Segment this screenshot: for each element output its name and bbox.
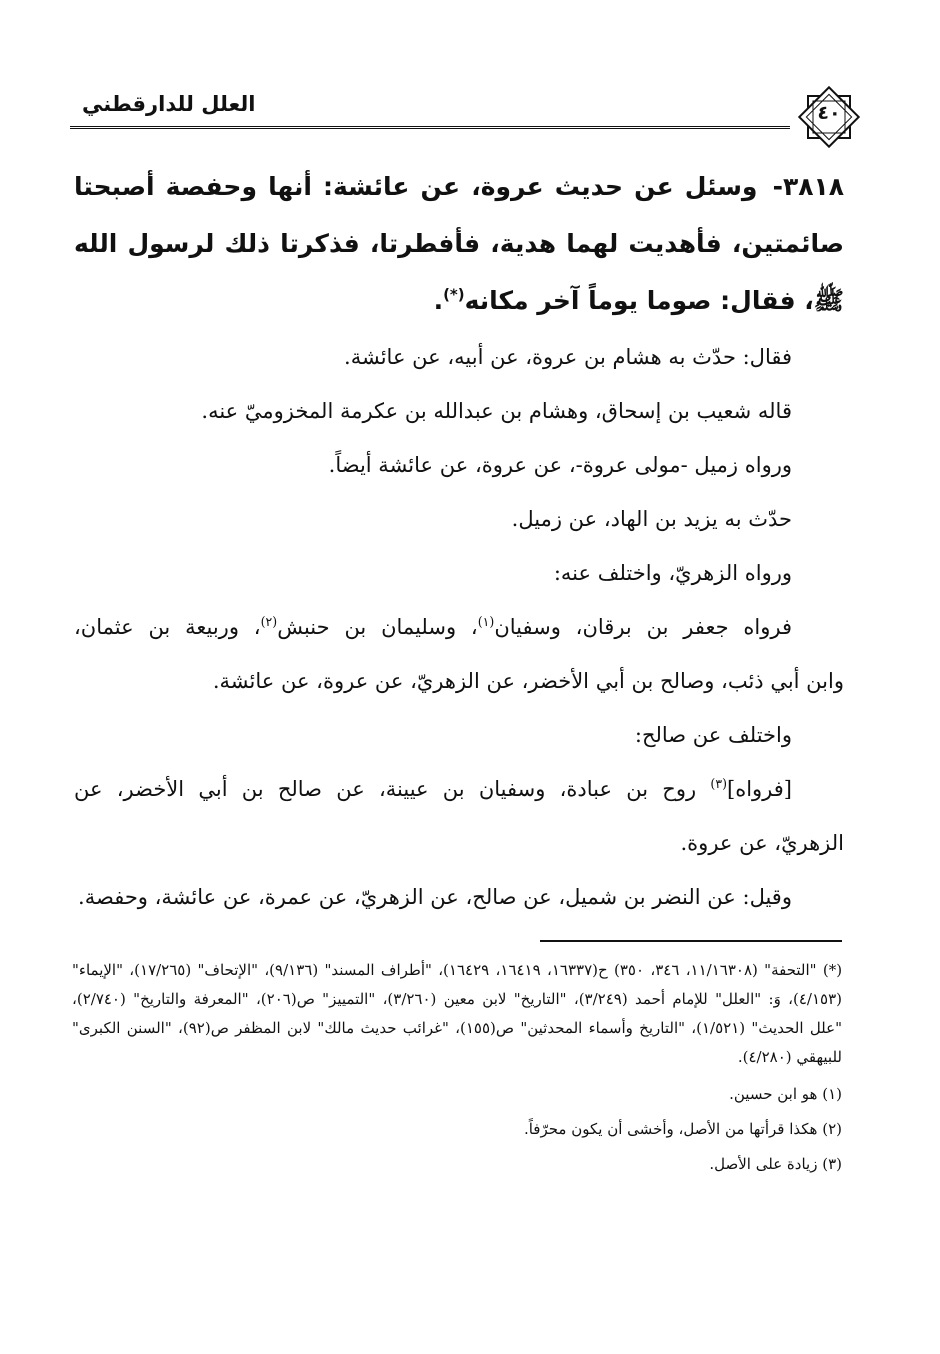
text-line: وابن أبي ذئب، وصالح بن أبي الأخضر، عن الزهريّ، عن عروة، عن عائشة. [212, 669, 844, 693]
footnote-marker-1: (١) [477, 614, 495, 629]
footnote-marker-star: (*) [443, 285, 465, 304]
footnote-marker-2: (٢) [260, 614, 278, 629]
text-line: فقال: حدّث به هشام بن عروة، عن أبيه، عن عائشة. [344, 345, 792, 369]
footnotes [72, 956, 842, 1179]
text-line [74, 766, 844, 820]
body-text [74, 334, 844, 928]
text-line: ورواه زميل -مولى عروة-، عن عروة، عن عائشة أيضاً. [328, 453, 792, 477]
book-title: العلل للدارقطني [82, 92, 256, 116]
text-line: ورواه الزهريّ، واختلف عنه: [553, 561, 792, 585]
header-rule [70, 126, 790, 129]
hadith-text: وسئل عن حديث عروة، عن عائشة: أنها وحفصة أصبحتا صائمتين، فأهديت لهما هدية، فأفطرتا، فذكرتا ذلك لرسول الله ﷺ، فقال: صوما يوماً آخر مكانه [74, 172, 844, 315]
text-span: ، وربيعة بن عثمان، [74, 615, 261, 639]
text-line [74, 604, 844, 658]
page-number: ٤٠ [817, 102, 841, 124]
text-line: واختلف عن صالح: [634, 723, 792, 747]
footnote-marker-3: (٣) [710, 776, 727, 791]
footnote-1: (١) هو ابن حسين. [729, 1085, 842, 1103]
text-span: [فرواه] [727, 777, 792, 801]
hadith-end: . [433, 286, 444, 315]
text-span: ، وسليمان بن حنبش [277, 615, 478, 639]
hadith-paragraph [74, 158, 844, 329]
footnote-star: (*) "التحفة" (١١/١٦٣٠٨، ٣٤٦، ٣٥٠) ح(١٦٣٣٧، ١٦٤١٩، ١٦٤٢٩)، "أطراف المسند" (٩/١٣٦)، "الإتحاف" (١٧/٢٦٥)، "الإيماء" (٤/١٥٣)، وَ: "العلل" للإمام أحمد (٣/٢٤٩)، "التاريخ" لابن معين (٣/٢٦٠)، "التمييز" ص(٢٠٦)، "المعرفة والتاريخ" (٢/٧٤٠)، "علل الحديث" (١/٥٢١)، "التاريخ وأسماء المحدثين" ص(١٥٥)، "غرائب حديث مالك" لابن المظفر ص(٩٢)، "السنن الكبرى" للبيهقي (٤/٢٨٠). [72, 961, 843, 1066]
text-line: الزهريّ، عن عروة. [680, 831, 844, 855]
page-number-badge [794, 82, 864, 152]
footnote-separator [540, 940, 842, 942]
hadith-number: ٣٨١٨- [772, 172, 844, 201]
text-span: روح بن عبادة، وسفيان بن عيينة، عن صالح بن أبي الأخضر، عن [74, 777, 711, 801]
text-line: وقيل: عن النضر بن شميل، عن صالح، عن الزهريّ، عن عمرة، عن عائشة، وحفصة. [78, 885, 792, 909]
text-line: حدّث به يزيد بن الهاد، عن زميل. [511, 507, 792, 531]
text-span: فرواه جعفر بن برقان، وسفيان [494, 615, 793, 639]
footnote-2: (٢) هكذا قرأتها من الأصل، وأخشى أن يكون محرّفاً. [523, 1120, 842, 1138]
footnote-3: (٣) زيادة على الأصل. [709, 1155, 842, 1173]
text-line: قاله شعيب بن إسحاق، وهشام بن عبدالله بن عكرمة المخزوميّ عنه. [201, 399, 792, 423]
page-header [70, 82, 870, 152]
